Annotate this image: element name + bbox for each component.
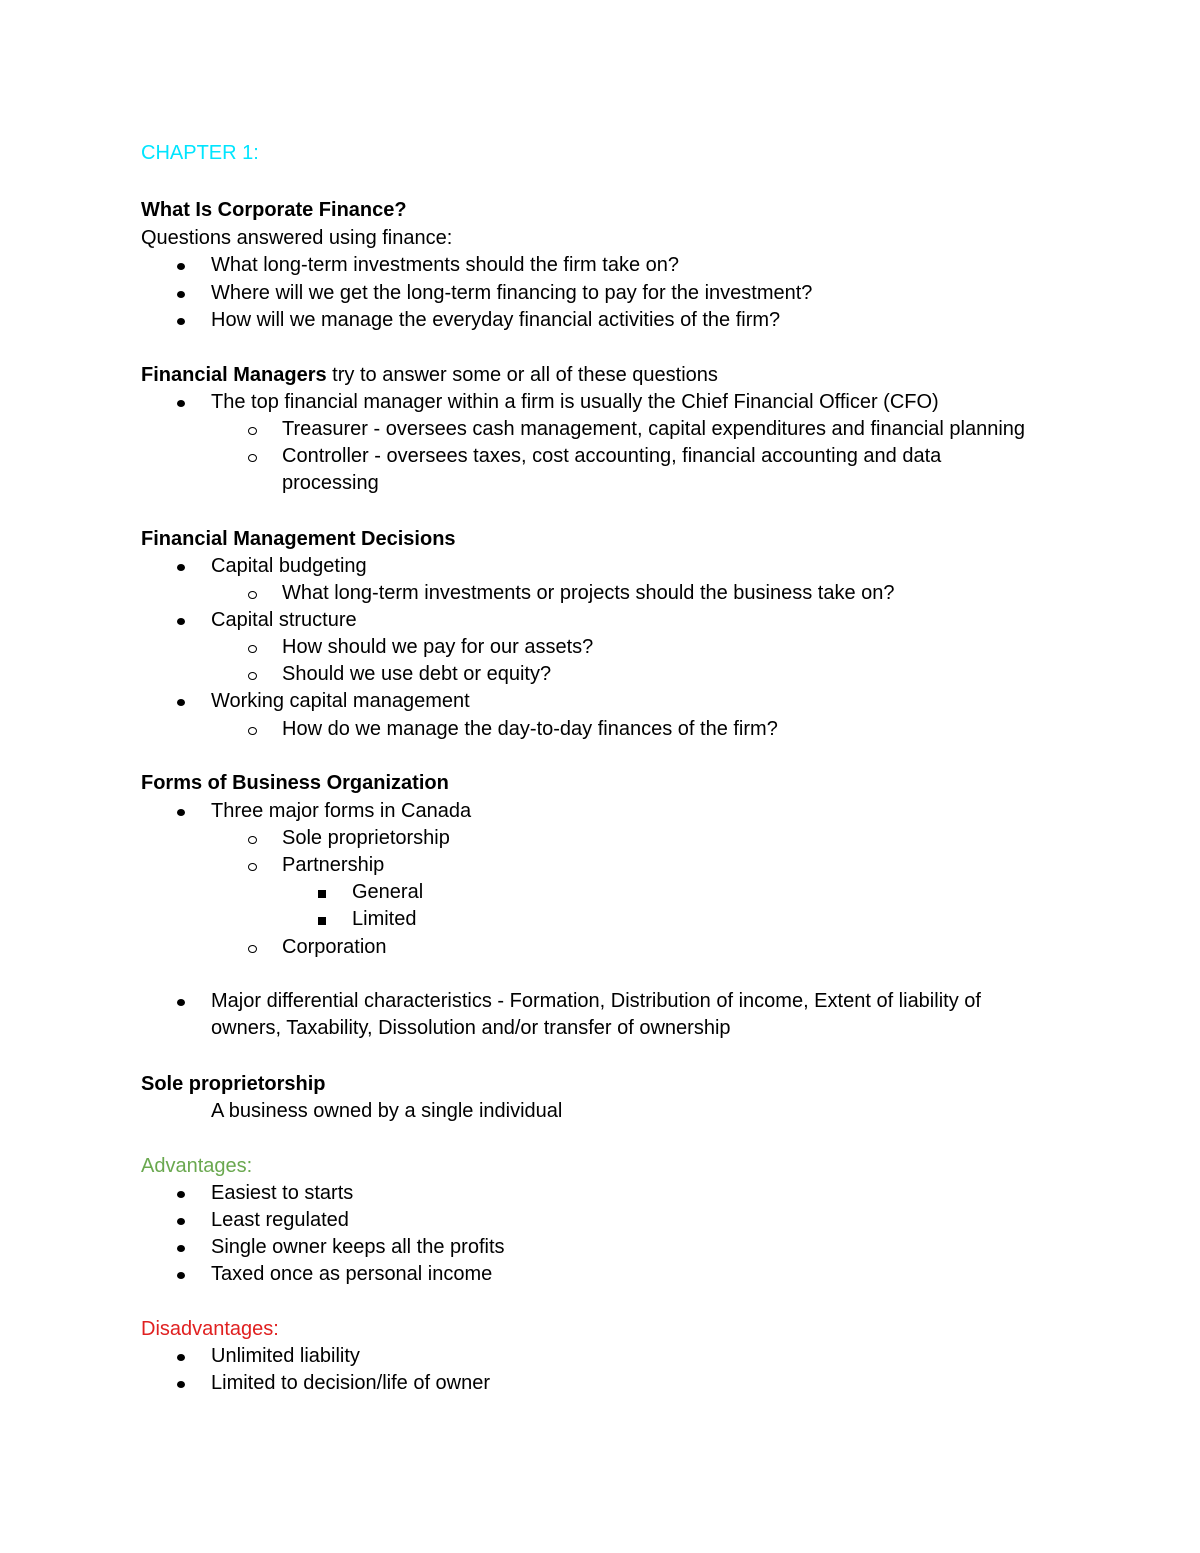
bullet-disc-icon	[177, 999, 185, 1006]
bullet-disc-icon	[177, 1381, 185, 1388]
list-item: Capital structure	[211, 609, 357, 631]
list-item: Capital budgeting	[211, 555, 367, 577]
bullet-circle-icon	[248, 836, 257, 844]
list-item: General	[352, 881, 424, 903]
bullet-circle-icon	[248, 454, 257, 462]
list-item: Sole proprietorship	[282, 827, 450, 849]
heading-corporate-finance: What Is Corporate Finance?	[141, 199, 407, 221]
bullet-disc-icon	[177, 1272, 185, 1279]
bullet-circle-icon	[248, 427, 257, 435]
heading-forms: Forms of Business Organization	[141, 772, 449, 794]
bullet-disc-icon	[177, 1245, 185, 1252]
bullet-circle-icon	[248, 945, 257, 953]
list-item: Working capital management	[211, 690, 470, 712]
heading-financial-managers: Financial Managers	[141, 364, 327, 386]
bullet-disc-icon	[177, 699, 185, 706]
heading-decisions: Financial Management Decisions	[141, 528, 456, 550]
list-item: What long-term investments should the firm take on?	[211, 254, 679, 276]
bullet-disc-icon	[177, 618, 185, 625]
bullet-disc-icon	[177, 1191, 185, 1198]
financial-managers-text: try to answer some or all of these questions	[326, 364, 718, 386]
list-item: The top financial manager within a firm is usually the Chief Financial Officer (CFO)	[211, 391, 939, 413]
list-item: Unlimited liability	[211, 1345, 360, 1367]
list-item: Where will we get the long-term financing to pay for the investment?	[211, 282, 813, 304]
list-item: Least regulated	[211, 1209, 349, 1231]
financial-managers-line	[141, 362, 718, 389]
bullet-circle-icon	[248, 672, 257, 680]
list-item: Should we use debt or equity?	[282, 663, 552, 685]
list-item: Easiest to starts	[211, 1182, 354, 1204]
list-item: How should we pay for our assets?	[282, 636, 594, 658]
bullet-disc-icon	[177, 809, 185, 816]
list-item: Single owner keeps all the profits	[211, 1236, 505, 1258]
bullet-disc-icon	[177, 318, 185, 325]
bullet-circle-icon	[248, 863, 257, 871]
sole-proprietorship-definition: A business owned by a single individual	[211, 1100, 563, 1122]
list-item: How do we manage the day-to-day finances of the firm?	[282, 718, 778, 740]
list-item: Controller - oversees taxes, cost accounting, financial accounting and data processing	[282, 445, 942, 494]
disadvantages-label: Disadvantages:	[141, 1318, 279, 1340]
list-item: Limited to decision/life of owner	[211, 1372, 491, 1394]
list-item: Partnership	[282, 854, 385, 876]
list-item: Major differential characteristics - Formation, Distribution of income, Extent of liability of owners, Taxability, Dissolution and/or transfer of ownership	[211, 990, 981, 1039]
bullet-disc-icon	[177, 564, 185, 571]
bullet-circle-icon	[248, 645, 257, 653]
bullet-square-icon	[318, 917, 326, 925]
list-item: What long-term investments or projects should the business take on?	[282, 582, 895, 604]
list-item: How will we manage the everyday financial activities of the firm?	[211, 309, 781, 331]
bullet-disc-icon	[177, 1218, 185, 1225]
list-item: Limited	[352, 908, 417, 930]
bullet-square-icon	[318, 890, 326, 898]
advantages-label: Advantages:	[141, 1155, 253, 1177]
chapter-title: CHAPTER 1:	[141, 142, 259, 164]
list-item: Three major forms in Canada	[211, 800, 472, 822]
bullet-disc-icon	[177, 263, 185, 270]
bullet-disc-icon	[177, 1354, 185, 1361]
list-item: Treasurer - oversees cash management, capital expenditures and financial planning	[282, 418, 1026, 440]
bullet-disc-icon	[177, 291, 185, 298]
bullet-disc-icon	[177, 400, 185, 407]
heading-sole-proprietorship: Sole proprietorship	[141, 1073, 326, 1095]
list-item: Taxed once as personal income	[211, 1263, 493, 1285]
corporate-finance-intro: Questions answered using finance:	[141, 227, 453, 249]
bullet-circle-icon	[248, 727, 257, 735]
bullet-circle-icon	[248, 591, 257, 599]
list-item: Corporation	[282, 936, 387, 958]
